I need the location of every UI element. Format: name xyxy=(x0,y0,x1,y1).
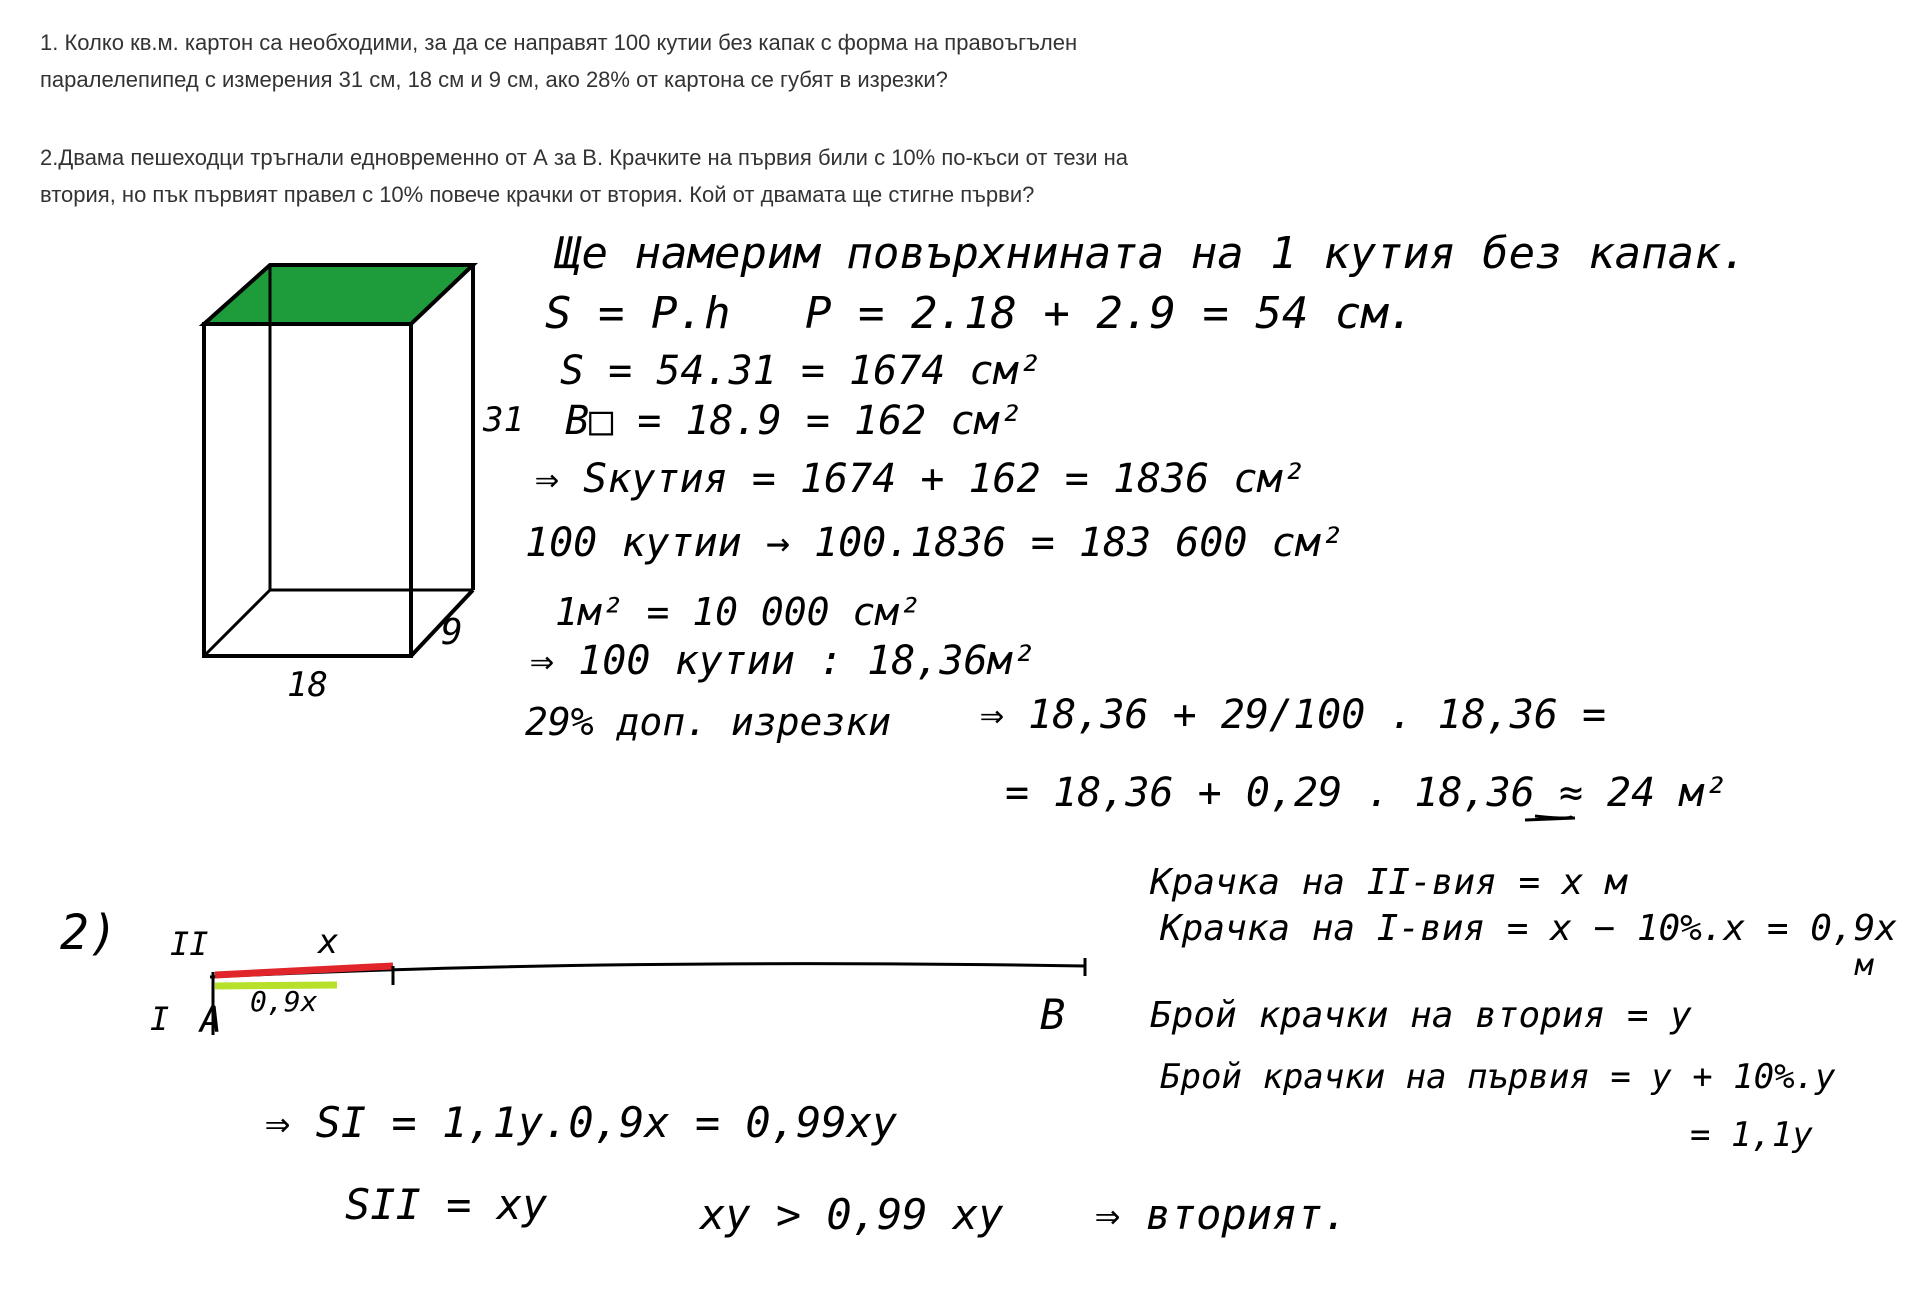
sol1-line-9a: 29% доп. изрезки xyxy=(525,700,892,744)
x-label: x xyxy=(318,922,339,962)
sol2-e2a: SII = xy xyxy=(345,1180,548,1229)
sol2-r4: Брой крачки на първия = y + 10%.y xyxy=(1160,1057,1836,1097)
sol2-e1: ⇒ SI = 1,1y.0,9x = 0,99xy xyxy=(265,1098,898,1147)
problem-2-line-1: 2.Двама пешеходци тръгнали едновременно от А за В. Крачките на първия били с 10% по-къси от тези на xyxy=(40,145,1128,170)
sol2-r2-unit: м xyxy=(1855,948,1874,983)
point-A-label: A xyxy=(200,1000,222,1041)
sol2-label: 2) xyxy=(60,905,118,961)
box-top-face xyxy=(204,265,473,324)
sol1-line-6: 100 кутии → 100.1836 = 183 600 см² xyxy=(525,520,1344,566)
box-front-face xyxy=(204,324,411,656)
segment-II-label: II xyxy=(170,925,209,963)
sol2-r3: Брой крачки на втория = y xyxy=(1150,995,1692,1036)
point-B-label: B xyxy=(1040,990,1066,1039)
problem-2-line-2: втория, но пък първият правел с 10% повече крачки от втория. Кой от двамата ще стигне първи? xyxy=(40,182,1035,207)
box-figure xyxy=(204,265,473,656)
sol2-r5: = 1,1y xyxy=(1690,1115,1813,1155)
sol1-line-4: B□ = 18.9 = 162 см² xyxy=(565,398,1023,444)
sol1-line-2a: S = P.h xyxy=(545,288,731,339)
sol1-line-2b: P = 2.18 + 2.9 = 54 см. xyxy=(805,288,1415,339)
sol1-line-3: S = 54.31 = 1674 см² xyxy=(560,348,1042,394)
sol1-line-8: ⇒ 100 кутии : 18,36м² xyxy=(530,638,1036,684)
red-segment-x xyxy=(215,966,393,975)
sol2-r1: Крачка на II-вия = x м xyxy=(1150,862,1627,903)
problem-1-line-2: паралелепипед с измерения 31 см, 18 см и 9 см, ако 28% от картона се губят в изрезки? xyxy=(40,67,948,92)
sol1-line-1: Ще намерим повърхнината на 1 кутия без капак. xyxy=(555,228,1748,279)
box-label-width: 9 xyxy=(441,612,463,653)
number-line xyxy=(210,958,1085,1035)
sol1-line-10: = 18,36 + 0,29 . 18,36 ≈ 24 м² xyxy=(1005,770,1728,816)
sol2-e2b: xy > 0,99 xy xyxy=(700,1190,1004,1239)
sol2-e2c: ⇒ вторият. xyxy=(1095,1190,1348,1239)
x09-label: 0,9x xyxy=(250,985,318,1018)
sol1-line-5: ⇒ Sкутия = 1674 + 162 = 1836 см² xyxy=(535,456,1306,502)
sol1-line-9b: ⇒ 18,36 + 29/100 . 18,36 = xyxy=(980,692,1607,738)
box-label-height: 31 xyxy=(483,400,524,440)
segment-I-label: I xyxy=(150,1000,170,1038)
sol2-r2: Крачка на I-вия = x − 10%.x = 0,9x xyxy=(1160,908,1897,949)
box-label-length: 18 xyxy=(287,665,328,705)
sol1-line-7: 1м² = 10 000 см² xyxy=(555,590,922,634)
problem-1-line-1: 1. Колко кв.м. картон са необходими, за да се направят 100 кутии без капак с форма на правоъгълен xyxy=(40,30,1078,55)
